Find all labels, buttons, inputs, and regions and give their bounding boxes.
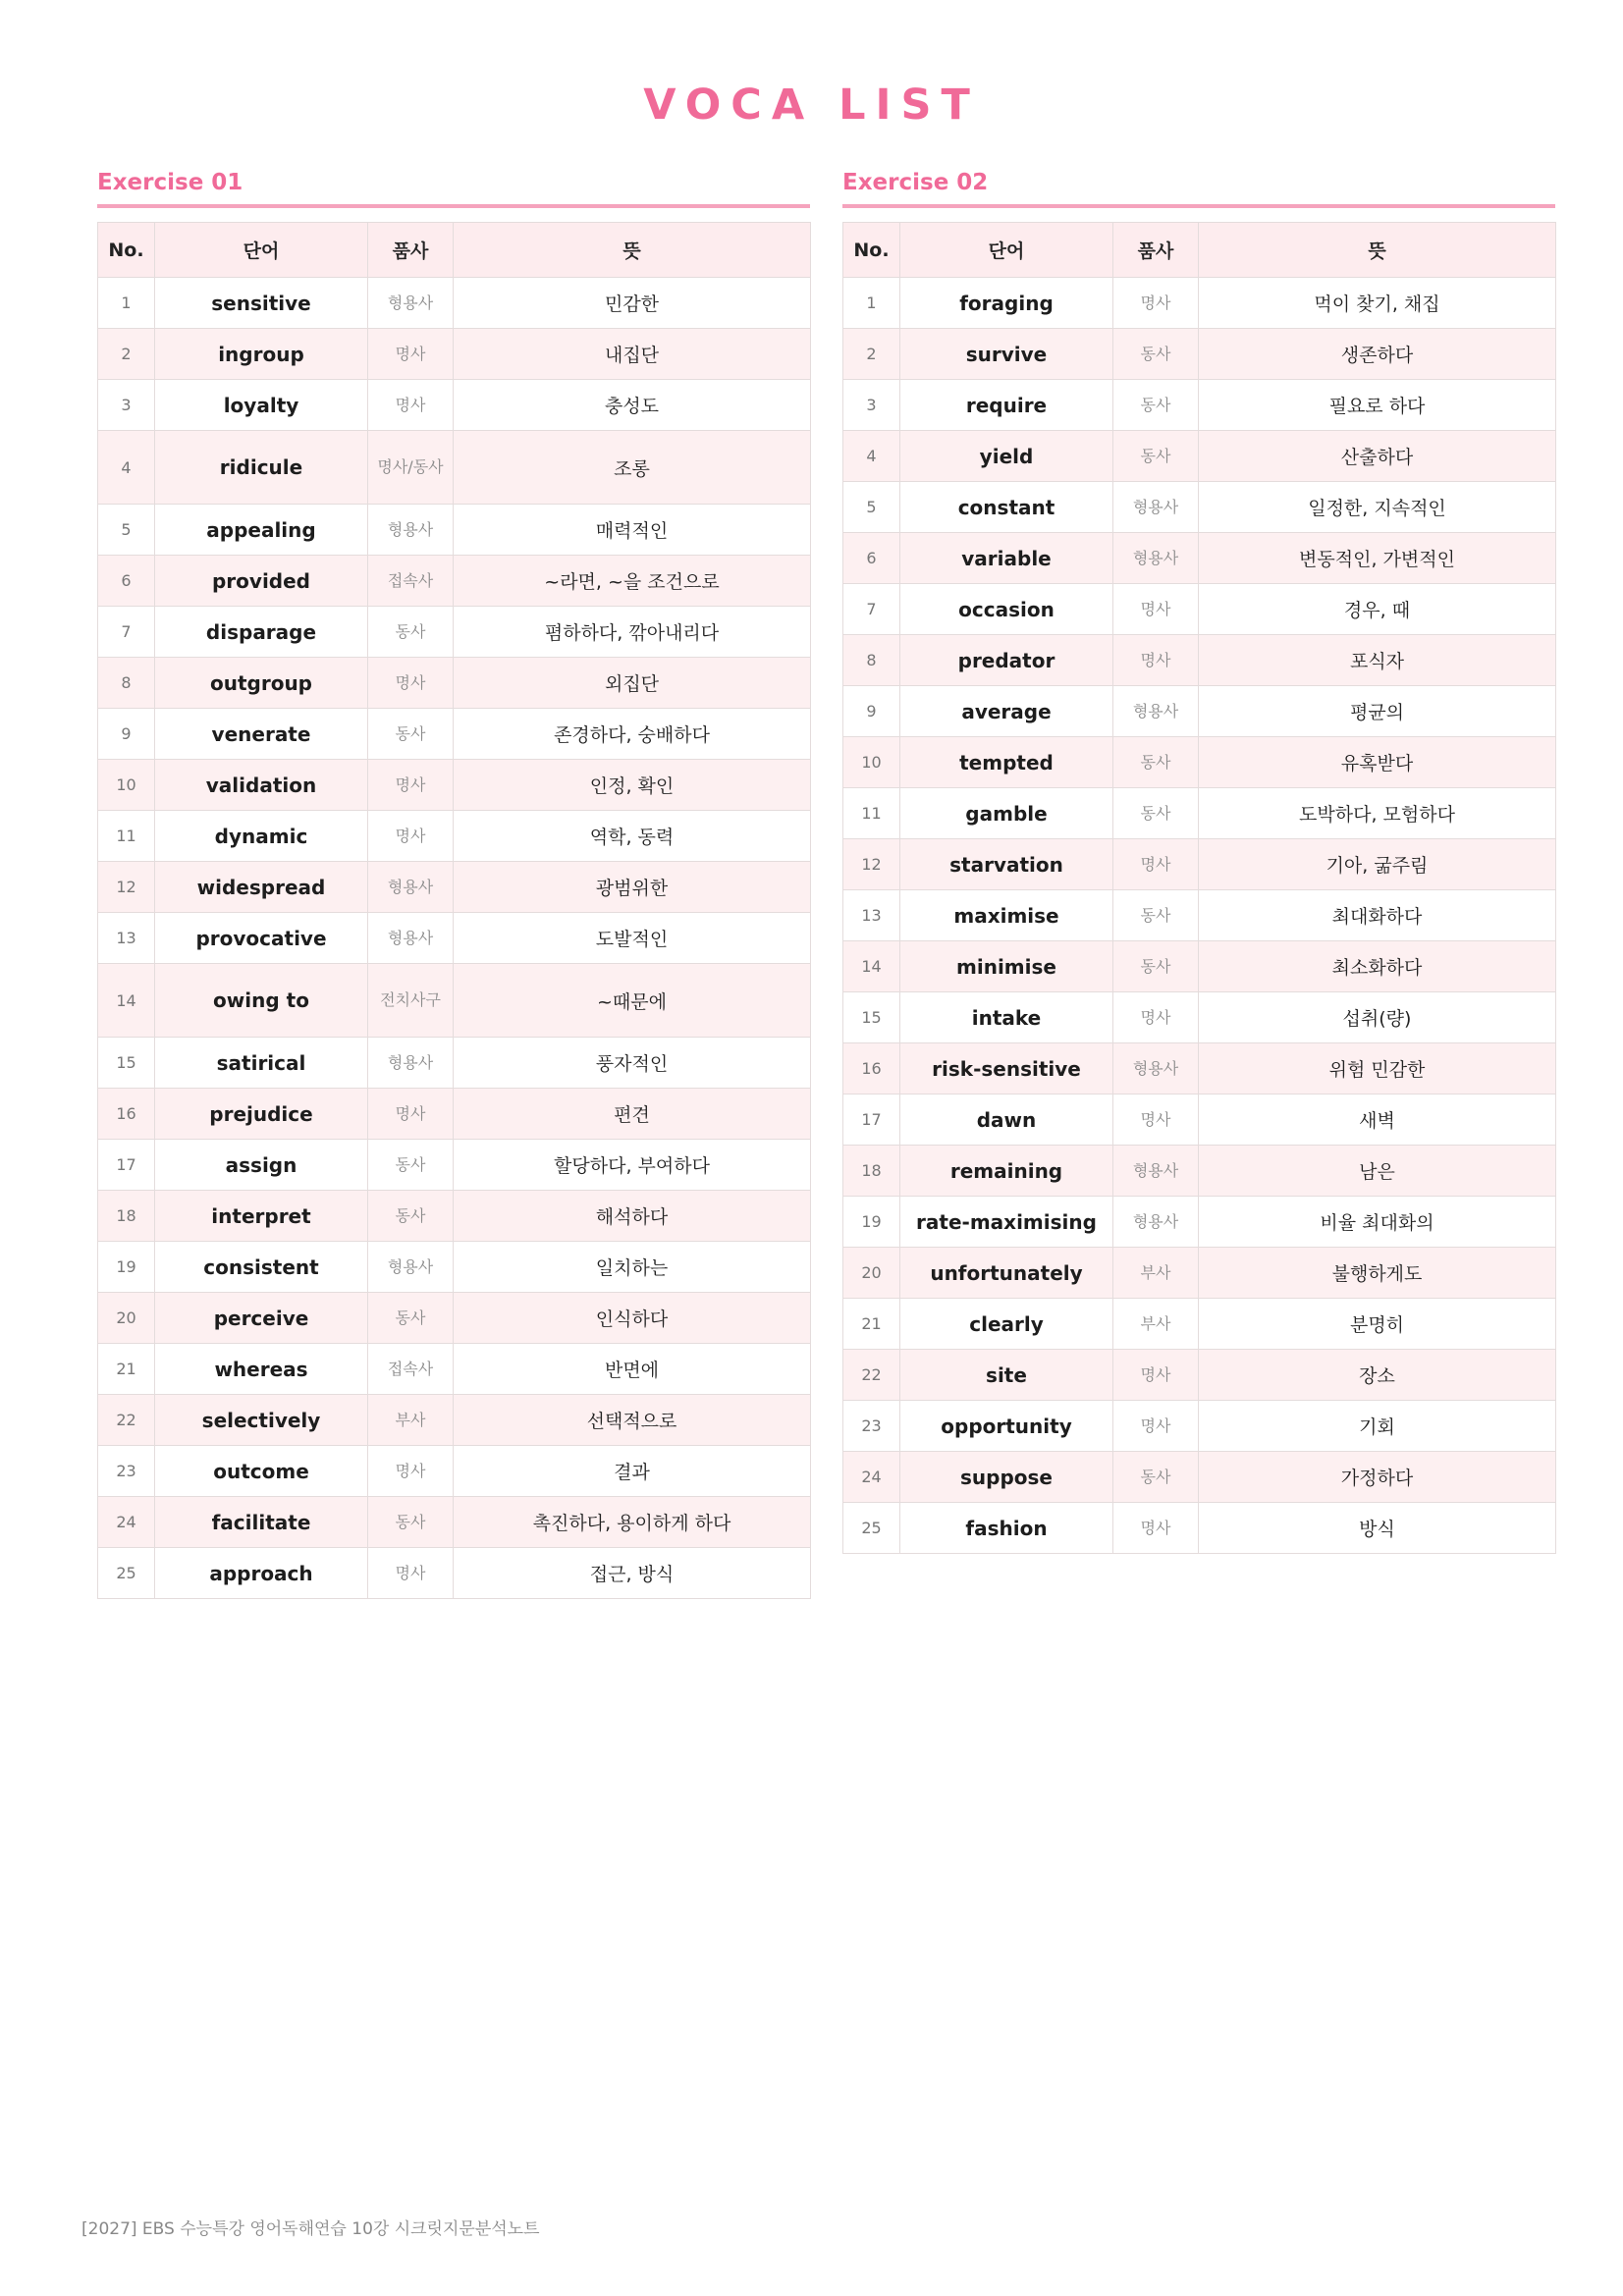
- part-of-speech-cell: 형용사: [368, 278, 454, 329]
- part-of-speech-cell: 형용사: [1113, 1146, 1199, 1197]
- table-row: [98, 329, 811, 380]
- table-row: [98, 380, 811, 431]
- meaning-cell: 촉진하다, 용이하게 하다: [454, 1497, 811, 1548]
- word-cell: assign: [155, 1140, 368, 1191]
- row-number: 25: [843, 1503, 900, 1554]
- row-number: 22: [98, 1395, 155, 1446]
- meaning-cell: ~때문에: [454, 964, 811, 1038]
- word-cell: yield: [900, 431, 1113, 482]
- row-number: 3: [98, 380, 155, 431]
- row-number: 6: [843, 533, 900, 584]
- part-of-speech-cell: 동사: [1113, 890, 1199, 941]
- row-number: 18: [98, 1191, 155, 1242]
- word-cell: provocative: [155, 913, 368, 964]
- word-cell: variable: [900, 533, 1113, 584]
- table-row: [98, 1497, 811, 1548]
- word-cell: suppose: [900, 1452, 1113, 1503]
- word-cell: interpret: [155, 1191, 368, 1242]
- word-cell: occasion: [900, 584, 1113, 635]
- word-cell: dawn: [900, 1095, 1113, 1146]
- part-of-speech-cell: 명사: [368, 380, 454, 431]
- row-number: 15: [98, 1038, 155, 1089]
- word-cell: predator: [900, 635, 1113, 686]
- part-of-speech-cell: 동사: [1113, 737, 1199, 788]
- table-row: [843, 1043, 1556, 1095]
- row-number: 4: [843, 431, 900, 482]
- word-cell: provided: [155, 556, 368, 607]
- meaning-cell: 변동적인, 가변적인: [1199, 533, 1556, 584]
- word-cell: foraging: [900, 278, 1113, 329]
- meaning-cell: 민감한: [454, 278, 811, 329]
- table-row: [98, 760, 811, 811]
- table-row: [843, 1095, 1556, 1146]
- table-row: [98, 278, 811, 329]
- meaning-cell: 결과: [454, 1446, 811, 1497]
- meaning-cell: 충성도: [454, 380, 811, 431]
- table-row: [98, 1140, 811, 1191]
- word-cell: clearly: [900, 1299, 1113, 1350]
- table-row: [843, 584, 1556, 635]
- table-row: [98, 1293, 811, 1344]
- row-number: 10: [98, 760, 155, 811]
- exercise-01-rows: [98, 278, 811, 1599]
- meaning-cell: 장소: [1199, 1350, 1556, 1401]
- meaning-cell: 폄하하다, 깎아내리다: [454, 607, 811, 658]
- word-cell: loyalty: [155, 380, 368, 431]
- word-cell: perceive: [155, 1293, 368, 1344]
- table-row: [843, 1350, 1556, 1401]
- part-of-speech-cell: 전치사구: [368, 964, 454, 1038]
- row-number: 10: [843, 737, 900, 788]
- word-cell: starvation: [900, 839, 1113, 890]
- meaning-cell: 선택적으로: [454, 1395, 811, 1446]
- meaning-cell: 방식: [1199, 1503, 1556, 1554]
- row-number: 5: [98, 505, 155, 556]
- meaning-cell: ~라면, ~을 조건으로: [454, 556, 811, 607]
- word-cell: ingroup: [155, 329, 368, 380]
- word-cell: require: [900, 380, 1113, 431]
- part-of-speech-cell: 명사: [1113, 1350, 1199, 1401]
- table-row: [98, 1344, 811, 1395]
- row-number: 6: [98, 556, 155, 607]
- table-row: [98, 913, 811, 964]
- meaning-cell: 조롱: [454, 431, 811, 505]
- meaning-cell: 풍자적인: [454, 1038, 811, 1089]
- row-number: 16: [98, 1089, 155, 1140]
- part-of-speech-cell: 명사: [1113, 635, 1199, 686]
- row-number: 13: [98, 913, 155, 964]
- part-of-speech-cell: 동사: [1113, 380, 1199, 431]
- part-of-speech-cell: 명사: [1113, 1503, 1199, 1554]
- header-no: No.: [843, 223, 900, 278]
- word-cell: whereas: [155, 1344, 368, 1395]
- row-number: 19: [98, 1242, 155, 1293]
- table-row: [843, 329, 1556, 380]
- meaning-cell: 일정한, 지속적인: [1199, 482, 1556, 533]
- meaning-cell: 도발적인: [454, 913, 811, 964]
- exercise-01-title: Exercise 01: [97, 165, 810, 208]
- table-row: [98, 709, 811, 760]
- row-number: 9: [843, 686, 900, 737]
- meaning-cell: 유혹받다: [1199, 737, 1556, 788]
- row-number: 14: [98, 964, 155, 1038]
- meaning-cell: 내집단: [454, 329, 811, 380]
- row-number: 16: [843, 1043, 900, 1095]
- table-row: [843, 482, 1556, 533]
- row-number: 15: [843, 992, 900, 1043]
- part-of-speech-cell: 형용사: [1113, 1043, 1199, 1095]
- row-number: 17: [843, 1095, 900, 1146]
- table-row: [98, 505, 811, 556]
- word-cell: satirical: [155, 1038, 368, 1089]
- part-of-speech-cell: 명사: [368, 1548, 454, 1599]
- meaning-cell: 가정하다: [1199, 1452, 1556, 1503]
- header-meaning: 뜻: [1199, 223, 1556, 278]
- word-cell: dynamic: [155, 811, 368, 862]
- part-of-speech-cell: 명사: [1113, 584, 1199, 635]
- word-cell: rate-maximising: [900, 1197, 1113, 1248]
- table-row: [843, 1299, 1556, 1350]
- row-number: 8: [98, 658, 155, 709]
- row-number: 11: [98, 811, 155, 862]
- part-of-speech-cell: 형용사: [1113, 482, 1199, 533]
- row-number: 14: [843, 941, 900, 992]
- meaning-cell: 평균의: [1199, 686, 1556, 737]
- row-number: 8: [843, 635, 900, 686]
- table-row: [843, 1197, 1556, 1248]
- table-row: [98, 1191, 811, 1242]
- header-word: 단어: [155, 223, 368, 278]
- word-cell: appealing: [155, 505, 368, 556]
- meaning-cell: 도박하다, 모험하다: [1199, 788, 1556, 839]
- table-row: [98, 658, 811, 709]
- exercise-02-vocab-table: [842, 222, 1556, 1554]
- table-row: [843, 431, 1556, 482]
- meaning-cell: 존경하다, 숭배하다: [454, 709, 811, 760]
- meaning-cell: 반면에: [454, 1344, 811, 1395]
- meaning-cell: 먹이 찾기, 채집: [1199, 278, 1556, 329]
- row-number: 2: [98, 329, 155, 380]
- table-row: [98, 607, 811, 658]
- row-number: 19: [843, 1197, 900, 1248]
- word-cell: consistent: [155, 1242, 368, 1293]
- row-number: 7: [843, 584, 900, 635]
- row-number: 20: [98, 1293, 155, 1344]
- row-number: 1: [98, 278, 155, 329]
- word-cell: outcome: [155, 1446, 368, 1497]
- part-of-speech-cell: 동사: [1113, 329, 1199, 380]
- meaning-cell: 기회: [1199, 1401, 1556, 1452]
- word-cell: site: [900, 1350, 1113, 1401]
- word-cell: maximise: [900, 890, 1113, 941]
- table-row: [843, 941, 1556, 992]
- row-number: 1: [843, 278, 900, 329]
- part-of-speech-cell: 접속사: [368, 556, 454, 607]
- table-row: [98, 1548, 811, 1599]
- table-row: [98, 1038, 811, 1089]
- table-row: [98, 1242, 811, 1293]
- word-cell: outgroup: [155, 658, 368, 709]
- table-row: [843, 635, 1556, 686]
- row-number: 23: [843, 1401, 900, 1452]
- table-row: [98, 811, 811, 862]
- meaning-cell: 섭취(량): [1199, 992, 1556, 1043]
- part-of-speech-cell: 형용사: [1113, 686, 1199, 737]
- row-number: 23: [98, 1446, 155, 1497]
- part-of-speech-cell: 동사: [368, 1191, 454, 1242]
- part-of-speech-cell: 동사: [1113, 941, 1199, 992]
- part-of-speech-cell: 형용사: [368, 1038, 454, 1089]
- exercise-01-vocab-table: [97, 222, 811, 1599]
- meaning-cell: 기아, 굶주림: [1199, 839, 1556, 890]
- word-cell: gamble: [900, 788, 1113, 839]
- page-footer: [2027] EBS 수능특강 영어독해연습 10강 시크릿지문분석노트: [81, 2219, 540, 2239]
- header-word: 단어: [900, 223, 1113, 278]
- word-cell: constant: [900, 482, 1113, 533]
- part-of-speech-cell: 형용사: [368, 505, 454, 556]
- row-number: 22: [843, 1350, 900, 1401]
- part-of-speech-cell: 동사: [368, 709, 454, 760]
- row-number: 5: [843, 482, 900, 533]
- word-cell: sensitive: [155, 278, 368, 329]
- meaning-cell: 분명히: [1199, 1299, 1556, 1350]
- row-number: 2: [843, 329, 900, 380]
- meaning-cell: 위험 민감한: [1199, 1043, 1556, 1095]
- word-cell: minimise: [900, 941, 1113, 992]
- exercise-02-rows: [843, 278, 1556, 1554]
- table-row: [843, 737, 1556, 788]
- part-of-speech-cell: 명사: [368, 760, 454, 811]
- part-of-speech-cell: 명사: [1113, 1401, 1199, 1452]
- word-cell: owing to: [155, 964, 368, 1038]
- meaning-cell: 매력적인: [454, 505, 811, 556]
- table-row: [843, 839, 1556, 890]
- table-row: [843, 890, 1556, 941]
- table-header-row: [843, 223, 1556, 278]
- part-of-speech-cell: 명사: [1113, 992, 1199, 1043]
- meaning-cell: 필요로 하다: [1199, 380, 1556, 431]
- part-of-speech-cell: 형용사: [1113, 533, 1199, 584]
- meaning-cell: 비율 최대화의: [1199, 1197, 1556, 1248]
- row-number: 4: [98, 431, 155, 505]
- table-row: [843, 788, 1556, 839]
- word-cell: ridicule: [155, 431, 368, 505]
- word-cell: tempted: [900, 737, 1113, 788]
- table-row: [843, 992, 1556, 1043]
- part-of-speech-cell: 동사: [368, 1140, 454, 1191]
- table-row: [843, 1503, 1556, 1554]
- header-meaning: 뜻: [454, 223, 811, 278]
- part-of-speech-cell: 명사/동사: [368, 431, 454, 505]
- row-number: 21: [98, 1344, 155, 1395]
- part-of-speech-cell: 부사: [1113, 1248, 1199, 1299]
- part-of-speech-cell: 동사: [1113, 1452, 1199, 1503]
- row-number: 3: [843, 380, 900, 431]
- part-of-speech-cell: 형용사: [368, 913, 454, 964]
- meaning-cell: 경우, 때: [1199, 584, 1556, 635]
- word-cell: fashion: [900, 1503, 1113, 1554]
- meaning-cell: 할당하다, 부여하다: [454, 1140, 811, 1191]
- part-of-speech-cell: 동사: [368, 1497, 454, 1548]
- exercise-01-section: [97, 165, 810, 1599]
- row-number: 7: [98, 607, 155, 658]
- part-of-speech-cell: 동사: [368, 1293, 454, 1344]
- meaning-cell: 접근, 방식: [454, 1548, 811, 1599]
- part-of-speech-cell: 동사: [1113, 431, 1199, 482]
- meaning-cell: 외집단: [454, 658, 811, 709]
- exercise-02-title: Exercise 02: [842, 165, 1555, 208]
- page-title: VOCA LIST: [643, 80, 980, 130]
- part-of-speech-cell: 형용사: [368, 862, 454, 913]
- word-cell: risk-sensitive: [900, 1043, 1113, 1095]
- row-number: 20: [843, 1248, 900, 1299]
- meaning-cell: 인정, 확인: [454, 760, 811, 811]
- word-cell: disparage: [155, 607, 368, 658]
- part-of-speech-cell: 명사: [368, 811, 454, 862]
- part-of-speech-cell: 명사: [368, 1089, 454, 1140]
- meaning-cell: 역학, 동력: [454, 811, 811, 862]
- part-of-speech-cell: 명사: [368, 658, 454, 709]
- part-of-speech-cell: 동사: [1113, 788, 1199, 839]
- word-cell: average: [900, 686, 1113, 737]
- word-cell: approach: [155, 1548, 368, 1599]
- meaning-cell: 최대화하다: [1199, 890, 1556, 941]
- meaning-cell: 광범위한: [454, 862, 811, 913]
- meaning-cell: 새벽: [1199, 1095, 1556, 1146]
- table-row: [98, 1395, 811, 1446]
- row-number: 21: [843, 1299, 900, 1350]
- meaning-cell: 편견: [454, 1089, 811, 1140]
- row-number: 17: [98, 1140, 155, 1191]
- table-row: [98, 556, 811, 607]
- word-cell: validation: [155, 760, 368, 811]
- word-cell: facilitate: [155, 1497, 368, 1548]
- row-number: 11: [843, 788, 900, 839]
- header-pos: 품사: [1113, 223, 1199, 278]
- table-row: [843, 1146, 1556, 1197]
- table-row: [98, 1089, 811, 1140]
- row-number: 24: [98, 1497, 155, 1548]
- part-of-speech-cell: 형용사: [1113, 1197, 1199, 1248]
- row-number: 24: [843, 1452, 900, 1503]
- header-pos: 품사: [368, 223, 454, 278]
- word-cell: prejudice: [155, 1089, 368, 1140]
- row-number: 18: [843, 1146, 900, 1197]
- table-row: [98, 1446, 811, 1497]
- table-row: [843, 533, 1556, 584]
- row-number: 9: [98, 709, 155, 760]
- table-row: [98, 431, 811, 505]
- part-of-speech-cell: 명사: [368, 329, 454, 380]
- part-of-speech-cell: 명사: [1113, 839, 1199, 890]
- table-row: [843, 1452, 1556, 1503]
- meaning-cell: 생존하다: [1199, 329, 1556, 380]
- table-header-row: [98, 223, 811, 278]
- table-row: [98, 862, 811, 913]
- table-row: [843, 380, 1556, 431]
- row-number: 12: [843, 839, 900, 890]
- part-of-speech-cell: 명사: [1113, 1095, 1199, 1146]
- part-of-speech-cell: 형용사: [368, 1242, 454, 1293]
- part-of-speech-cell: 부사: [368, 1395, 454, 1446]
- word-cell: remaining: [900, 1146, 1113, 1197]
- meaning-cell: 포식자: [1199, 635, 1556, 686]
- part-of-speech-cell: 부사: [1113, 1299, 1199, 1350]
- table-row: [843, 686, 1556, 737]
- meaning-cell: 남은: [1199, 1146, 1556, 1197]
- word-cell: widespread: [155, 862, 368, 913]
- row-number: 12: [98, 862, 155, 913]
- meaning-cell: 불행하게도: [1199, 1248, 1556, 1299]
- table-row: [843, 1401, 1556, 1452]
- table-row: [98, 964, 811, 1038]
- exercise-02-section: [842, 165, 1555, 1554]
- meaning-cell: 해석하다: [454, 1191, 811, 1242]
- word-cell: unfortunately: [900, 1248, 1113, 1299]
- word-cell: survive: [900, 329, 1113, 380]
- part-of-speech-cell: 접속사: [368, 1344, 454, 1395]
- word-cell: opportunity: [900, 1401, 1113, 1452]
- row-number: 13: [843, 890, 900, 941]
- part-of-speech-cell: 명사: [368, 1446, 454, 1497]
- word-cell: venerate: [155, 709, 368, 760]
- table-row: [843, 278, 1556, 329]
- header-no: No.: [98, 223, 155, 278]
- meaning-cell: 산출하다: [1199, 431, 1556, 482]
- meaning-cell: 인식하다: [454, 1293, 811, 1344]
- word-cell: selectively: [155, 1395, 368, 1446]
- part-of-speech-cell: 동사: [368, 607, 454, 658]
- meaning-cell: 일치하는: [454, 1242, 811, 1293]
- row-number: 25: [98, 1548, 155, 1599]
- table-row: [843, 1248, 1556, 1299]
- part-of-speech-cell: 명사: [1113, 278, 1199, 329]
- meaning-cell: 최소화하다: [1199, 941, 1556, 992]
- word-cell: intake: [900, 992, 1113, 1043]
